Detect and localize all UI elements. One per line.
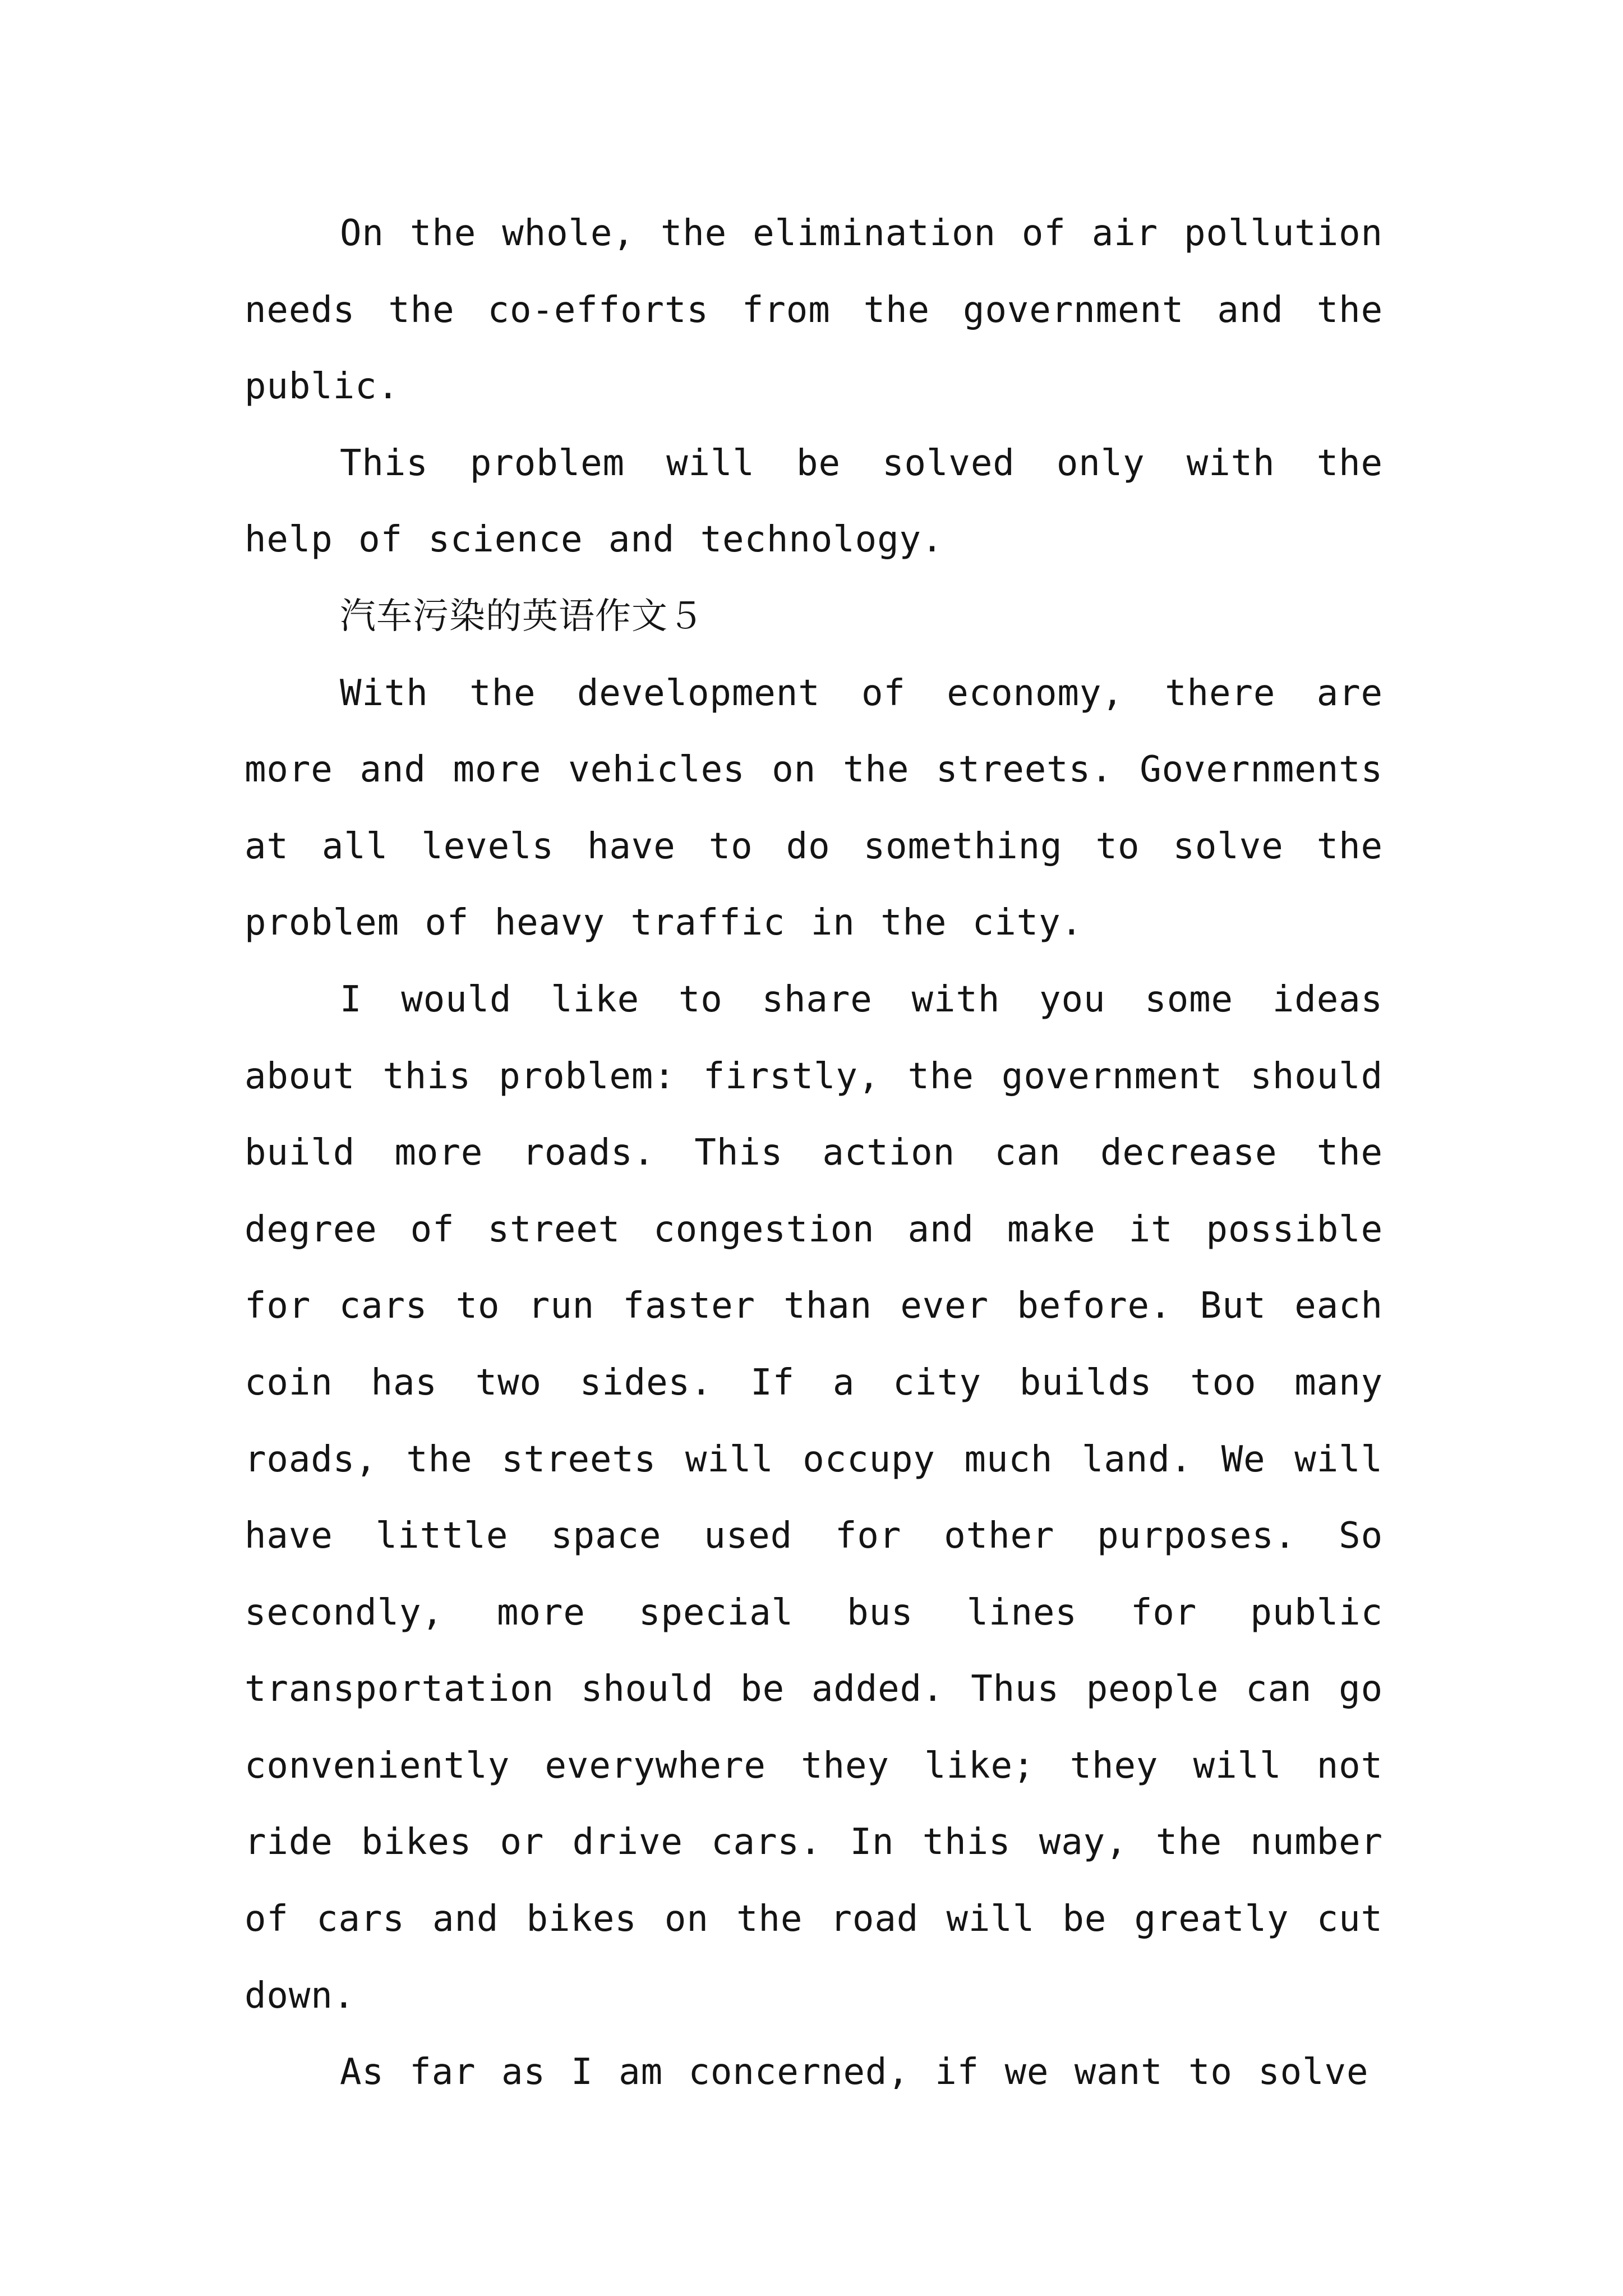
paragraph-intro: With the development of economy, there are more and more vehicles on the streets. Governments at all levels have to do something to solve the problem of heavy traffic in the city. bbox=[245, 672, 1383, 944]
paragraph-ideas: I would like to share with you some ideas about this problem: firstly, the government should build more roads. This action can decrease the degree of street congestion and make it possible for cars to run faster than ever before. But each coin has two sides. If a city builds too many roads, the streets will occupy much land. We will have little space used for other purposes. So secondly, more special bus lines for public transportation should be added. Thus people can go conveniently everywhere they like; they will not ride bikes or drive cars. In this way, the number of cars and bikes on the road will be greatly cut down. bbox=[245, 978, 1383, 2017]
paragraph-conclusion: On the whole, the elimination of air pollution needs the co-efforts from the government and the public. bbox=[245, 213, 1383, 408]
paragraph-science: This problem will be solved only with the help of science and technology. bbox=[245, 442, 1383, 561]
section-heading: 汽车污染的英语作文５ bbox=[340, 595, 704, 637]
text-body bbox=[245, 195, 1383, 2111]
paragraph-opinion: As far as I am concerned, if we want to solve bbox=[340, 2051, 1369, 2093]
